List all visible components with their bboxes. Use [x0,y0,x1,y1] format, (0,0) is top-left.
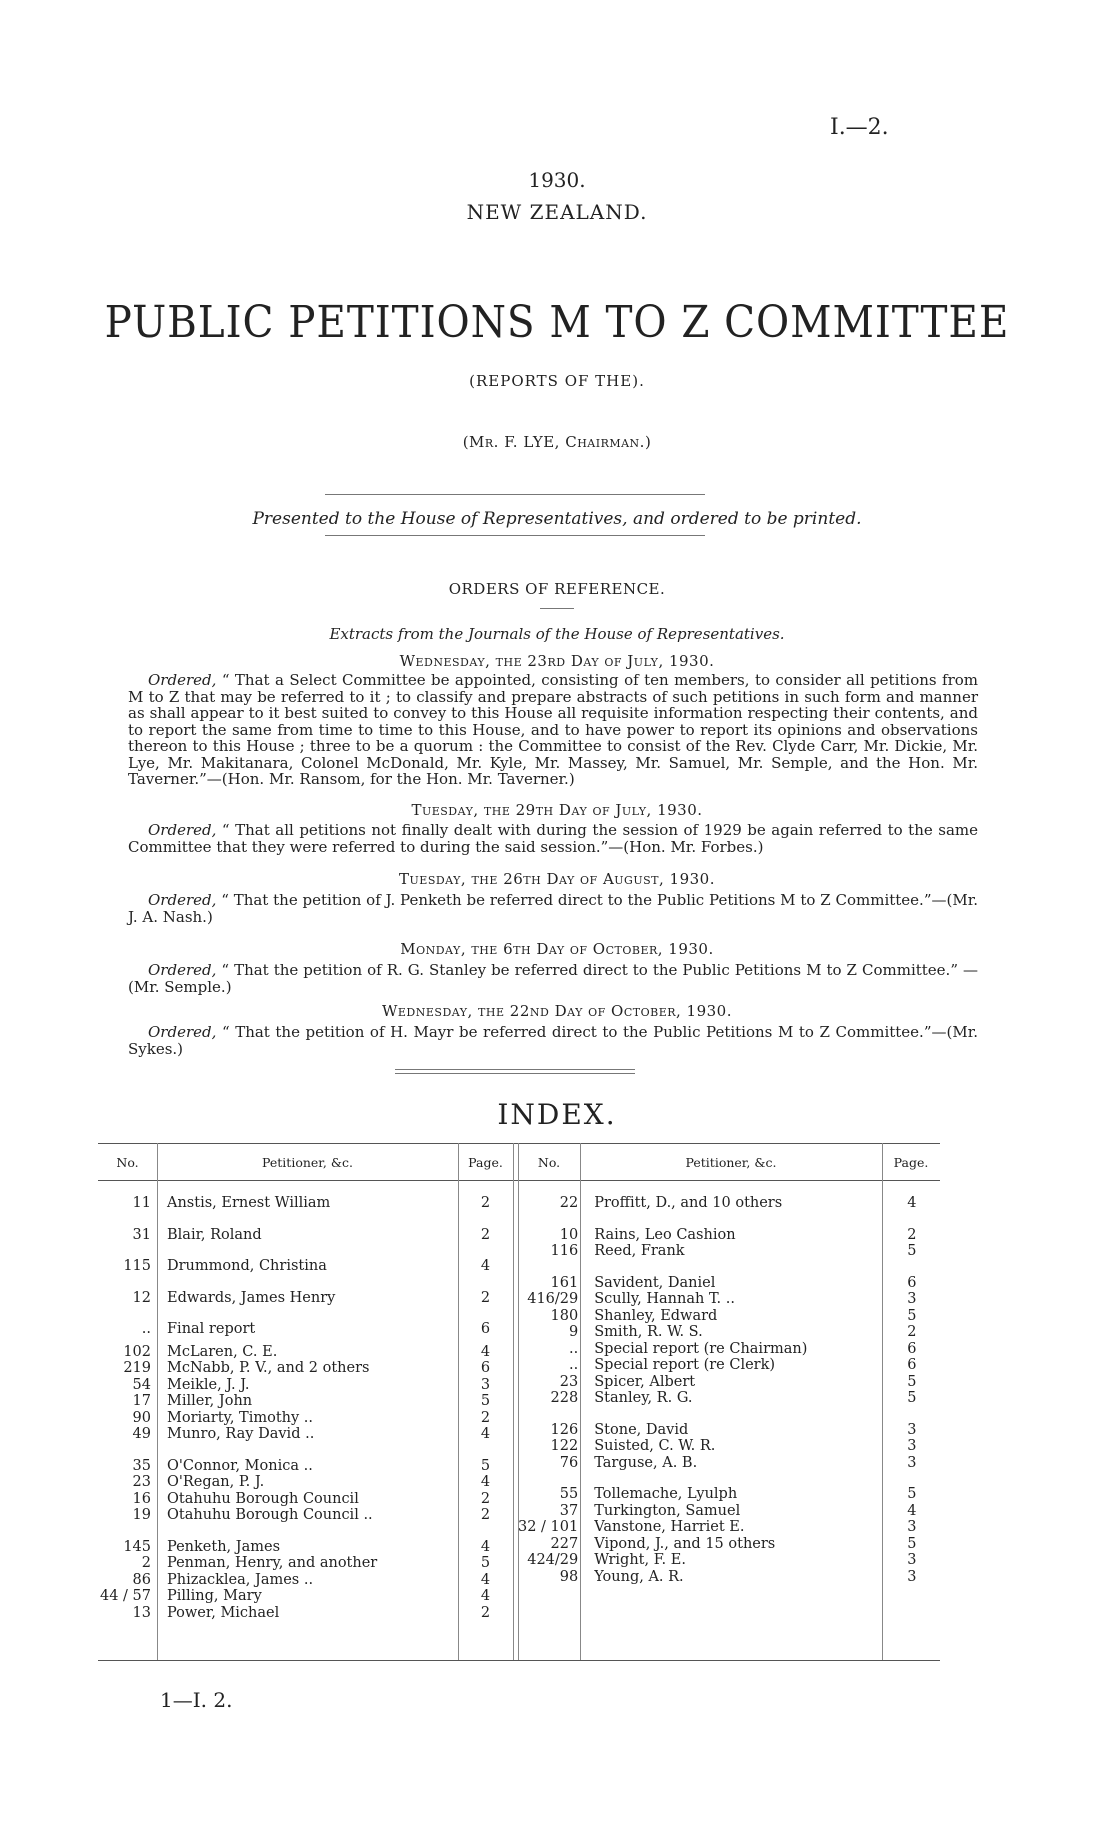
ordered-label: Ordered, [148,671,217,689]
page-number: 3 [907,1438,917,1454]
chairman: (Mr. F. LYE, Chairman.) [462,433,652,451]
petition-number: 228 [550,1390,579,1406]
doc-reference: I.—2. [830,115,889,140]
petitioner-name: Edwards, James Henry [167,1289,336,1306]
petitioner-name: Tollemache, Lyulph [594,1486,738,1502]
page-number: 5 [907,1243,917,1259]
col-header-petitioner: Petitioner, &c. [685,1155,777,1170]
col-divider [513,1143,514,1660]
index-row [518,1552,940,1569]
col-header-petitioner: Petitioner, &c. [262,1155,353,1170]
index-row [518,1536,940,1553]
index-row [98,1443,513,1475]
index-row [98,1572,513,1589]
page-number: 5 [907,1373,917,1390]
order-date: Tuesday, the 29th Day of July, 1930. [411,801,703,819]
petition-number: 115 [123,1258,151,1274]
index-row [98,1426,513,1443]
petitioner-name: Young, A. R. [594,1568,684,1585]
petitioner-name: Scully, Hannah T. .. [594,1291,735,1307]
page-number: 6 [907,1274,917,1291]
index-row [518,1308,940,1325]
petitioner-name: Blair, Roland [167,1226,262,1243]
index-row [518,1374,940,1391]
order-date: Wednesday, the 22nd Day of October, 1930. [381,1002,732,1020]
petition-number: 32 / 101 [518,1519,579,1535]
petitioner-name: O'Connor, Monica .. [167,1457,313,1474]
petitioner-name: Phizacklea, James .. [167,1571,314,1588]
page-number: 5 [480,1393,491,1409]
document-subtitle: (REPORTS OF THE). [469,372,645,390]
index-row [98,1507,513,1524]
page-number: 2 [480,1226,491,1243]
index-row [98,1338,513,1361]
petition-number: 17 [132,1393,151,1409]
petition-number: 122 [550,1438,579,1454]
petitioner-name: Munro, Ray David .. [167,1426,315,1442]
petitioner-name: Wright, F. E. [594,1552,686,1568]
petitioner-name: Otahuhu Borough Council [167,1490,359,1507]
petition-number: 37 [559,1502,579,1519]
section-rule [395,1069,635,1070]
order-body: “ That the petition of J. Penketh be referred direct to the Public Petitions M to Z Committee.”—(Mr. J. A. Nash.) [128,891,978,926]
page-number: 2 [480,1490,491,1507]
order-body: “ That a Select Committee be appointed, consisting of ten members, to consider all petitions from M to Z that may be referred to it ; to classify and prepare abstracts of such petitions in such form and manner as shall appear to it best suited to convey to this House all requisite information respecting their contents, and to report the same from time to time to this House, and to have power to report its opinions and observations thereon to this House ; three to be a quorum : the Committee to consist of the Rev. Clyde Carr, Mr. Dickie, Mr. Lye, Mr. Makitanara, Colonel McDonald, Mr. Kyle, Mr. Massey, Mr. Samuel, Mr. Semple, and the Hon. Mr. Taverner.”—(Hon. Mr. Ransom, for the Hon. Mr. Taverner.) [128,671,978,788]
page-number: 2 [480,1507,491,1523]
order-date: Wednesday, the 23rd Day of July, 1930. [399,652,715,670]
page-number: 2 [480,1195,491,1211]
petition-number: 35 [132,1457,151,1474]
index-bottom-rule [98,1660,940,1661]
petitioner-name: Miller, John [167,1393,253,1409]
short-rule [540,608,574,609]
page-number: 4 [907,1195,917,1211]
order-text [128,892,978,925]
index-row [98,1360,513,1377]
page-number: 3 [907,1552,917,1568]
page-number: 5 [907,1390,917,1406]
index-row [518,1407,940,1439]
page-number: 4 [480,1538,491,1555]
page-number: 6 [480,1321,491,1337]
index-row [518,1357,940,1374]
page-number: 6 [480,1360,491,1376]
page-number: 3 [907,1454,917,1471]
index-row [98,1555,513,1572]
petition-number: 23 [132,1474,151,1490]
petition-number: 19 [132,1507,151,1523]
petition-number: 44 / 57 [99,1588,151,1604]
petitioner-name: Smith, R. W. S. [594,1324,703,1340]
petition-number: 126 [550,1421,579,1438]
index-heading: INDEX. [497,1098,617,1131]
petition-number: 76 [559,1454,579,1471]
col-header-no: No. [537,1155,561,1170]
petition-number: 86 [132,1571,151,1588]
index-row [98,1410,513,1427]
page-number: 2 [907,1324,917,1340]
page-number: 4 [480,1571,491,1588]
index-row [518,1569,940,1586]
index-row [518,1438,940,1455]
petition-number: 227 [550,1535,579,1552]
petition-number: 90 [132,1409,151,1426]
document-title: PUBLIC PETITIONS M TO Z COMMITTEE [104,297,1010,348]
petition-number: 9 [569,1324,579,1340]
petitioner-name: Otahuhu Borough Council .. [167,1507,373,1523]
index-row [518,1324,940,1341]
page-number: 2 [480,1289,491,1306]
index-row [98,1491,513,1508]
petitioner-name: Shanley, Edward [594,1307,718,1324]
order-date: Tuesday, the 26th Day of August, 1930. [399,870,715,888]
page-number: 3 [907,1421,917,1438]
petitioner-name: Meikle, J. J. [167,1376,250,1393]
index-row [518,1519,940,1536]
index-row [518,1390,940,1407]
index-row [518,1455,940,1472]
index-row [98,1524,513,1556]
index-table-right [518,1195,940,1585]
petitioner-name: Stanley, R. G. [594,1390,693,1406]
petitioner-name: Targuse, A. B. [594,1454,698,1471]
petitioner-name: Savident, Daniel [594,1274,716,1291]
petition-number: 424/29 [527,1552,579,1568]
petitioner-name: Special report (re Chairman) [594,1340,808,1357]
petition-number: .. [569,1340,579,1357]
petitioner-name: Turkington, Samuel [594,1502,741,1519]
index-header-rule [98,1180,940,1181]
page-number: 2 [480,1604,491,1621]
page-number: 5 [480,1457,491,1474]
index-row [98,1474,513,1491]
extracts-line: Extracts from the Journals of the House of Representatives. [329,625,785,643]
page-number: 4 [907,1502,917,1519]
index-table-left [98,1195,513,1621]
petitioner-name: Drummond, Christina [167,1258,327,1274]
rule-top [325,494,705,495]
col-header-page: Page. [468,1155,503,1170]
page-number: 4 [480,1588,491,1604]
petition-number: 31 [132,1226,151,1243]
petitioner-name: Pilling, Mary [167,1588,262,1604]
page-number: 4 [480,1258,491,1274]
index-row [518,1291,940,1308]
index-row [98,1243,513,1275]
index-row [518,1195,940,1212]
petitioner-name: O'Regan, P. J. [167,1474,265,1490]
order-body: “ That all petitions not finally dealt with during the session of 1929 be again referred to the same Committee that they were referred to during the said session.”—(Hon. Mr. Forbes.) [128,821,978,856]
page-number: 5 [907,1535,917,1552]
petition-number: 22 [559,1195,579,1211]
index-row [98,1306,513,1338]
index-row [518,1341,940,1358]
index-row [98,1212,513,1244]
page-number: 5 [907,1486,917,1502]
petitioner-name: McNabb, P. V., and 2 others [167,1360,370,1376]
petitioner-name: Spicer, Albert [594,1373,696,1390]
page-number: 2 [480,1409,491,1426]
petition-number: 161 [550,1274,579,1291]
petitioner-name: Stone, David [594,1421,689,1438]
page-signature: 1—I. 2. [160,1688,233,1712]
index-row [518,1503,940,1520]
order-text [128,672,978,788]
petition-number: 12 [132,1289,151,1306]
page-number: 5 [907,1307,917,1324]
page-number: 2 [907,1226,917,1243]
section-rule [395,1073,635,1074]
page-number: 3 [907,1568,917,1585]
petitioner-name: Vanstone, Harriet E. [594,1519,745,1535]
page-number: 3 [480,1376,491,1393]
page-number: 3 [907,1519,917,1535]
index-row [98,1195,513,1212]
petition-number: 55 [559,1486,579,1502]
petitioner-name: Penketh, James [167,1538,281,1555]
page-number: 4 [480,1426,491,1442]
index-row [98,1588,513,1605]
page-number: 4 [480,1474,491,1490]
index-row [98,1275,513,1307]
rule-bottom [325,535,705,536]
petition-number: .. [569,1357,579,1373]
presented-note: Presented to the House of Representatives, and ordered to be printed. [252,509,862,529]
index-row [98,1605,513,1622]
petition-number: 98 [559,1568,579,1585]
ordered-label: Ordered, [148,961,217,979]
petitioner-name: Proffitt, D., and 10 others [594,1195,783,1211]
page-number: 6 [907,1357,917,1373]
petition-number: 13 [132,1604,151,1621]
index-row [518,1260,940,1292]
col-header-no: No. [116,1155,139,1170]
petition-number: 219 [123,1360,151,1376]
petitioner-name: Suisted, C. W. R. [594,1438,716,1454]
petitioner-name: Final report [167,1321,256,1337]
petition-number: 145 [123,1538,151,1555]
order-body: “ That the petition of R. G. Stanley be referred direct to the Public Petitions M to Z Committee.” —(Mr. Semple.) [128,961,978,996]
page-number: 5 [480,1555,491,1571]
petition-number: 2 [141,1555,151,1571]
orders-heading: ORDERS OF REFERENCE. [448,580,666,598]
petitioner-name: Penman, Henry, and another [167,1555,378,1571]
petition-number: 180 [550,1307,579,1324]
country: NEW ZEALAND. [466,200,648,224]
index-top-rule [98,1143,940,1144]
order-body: “ That the petition of H. Mayr be referred direct to the Public Petitions M to Z Committee.”—(Mr. Sykes.) [128,1023,978,1058]
year: 1930. [528,168,586,192]
petition-number: 102 [123,1343,151,1360]
col-header-page: Page. [893,1155,929,1170]
index-row [518,1243,940,1260]
petitioner-name: Power, Michael [167,1604,280,1621]
ordered-label: Ordered, [148,821,217,839]
page-number: 6 [907,1340,917,1357]
order-date: Monday, the 6th Day of October, 1930. [400,940,714,958]
index-row [98,1377,513,1394]
petitioner-name: Anstis, Ernest William [167,1195,331,1211]
index-row [518,1212,940,1244]
petition-number: 54 [132,1376,151,1393]
petition-number: 416/29 [527,1291,579,1307]
petitioner-name: McLaren, C. E. [167,1343,278,1360]
ordered-label: Ordered, [148,891,217,909]
petition-number: 116 [550,1243,579,1259]
petition-number: .. [141,1321,151,1337]
page-number: 4 [480,1343,491,1360]
petitioner-name: Reed, Frank [594,1243,685,1259]
petition-number: 23 [559,1373,579,1390]
petitioner-name: Vipond, J., and 15 others [594,1535,776,1552]
petitioner-name: Moriarty, Timothy .. [167,1409,314,1426]
index-row [98,1393,513,1410]
petition-number: 10 [559,1226,579,1243]
index-row [518,1471,940,1503]
order-text [128,962,978,995]
order-text [128,822,978,855]
petitioner-name: Rains, Leo Cashion [594,1226,736,1243]
petition-number: 11 [132,1195,151,1211]
page-number: 3 [907,1291,917,1307]
petitioner-name: Special report (re Clerk) [594,1357,776,1373]
petition-number: 49 [132,1426,151,1442]
ordered-label: Ordered, [148,1023,217,1041]
petition-number: 16 [132,1490,151,1507]
order-text [128,1024,978,1057]
